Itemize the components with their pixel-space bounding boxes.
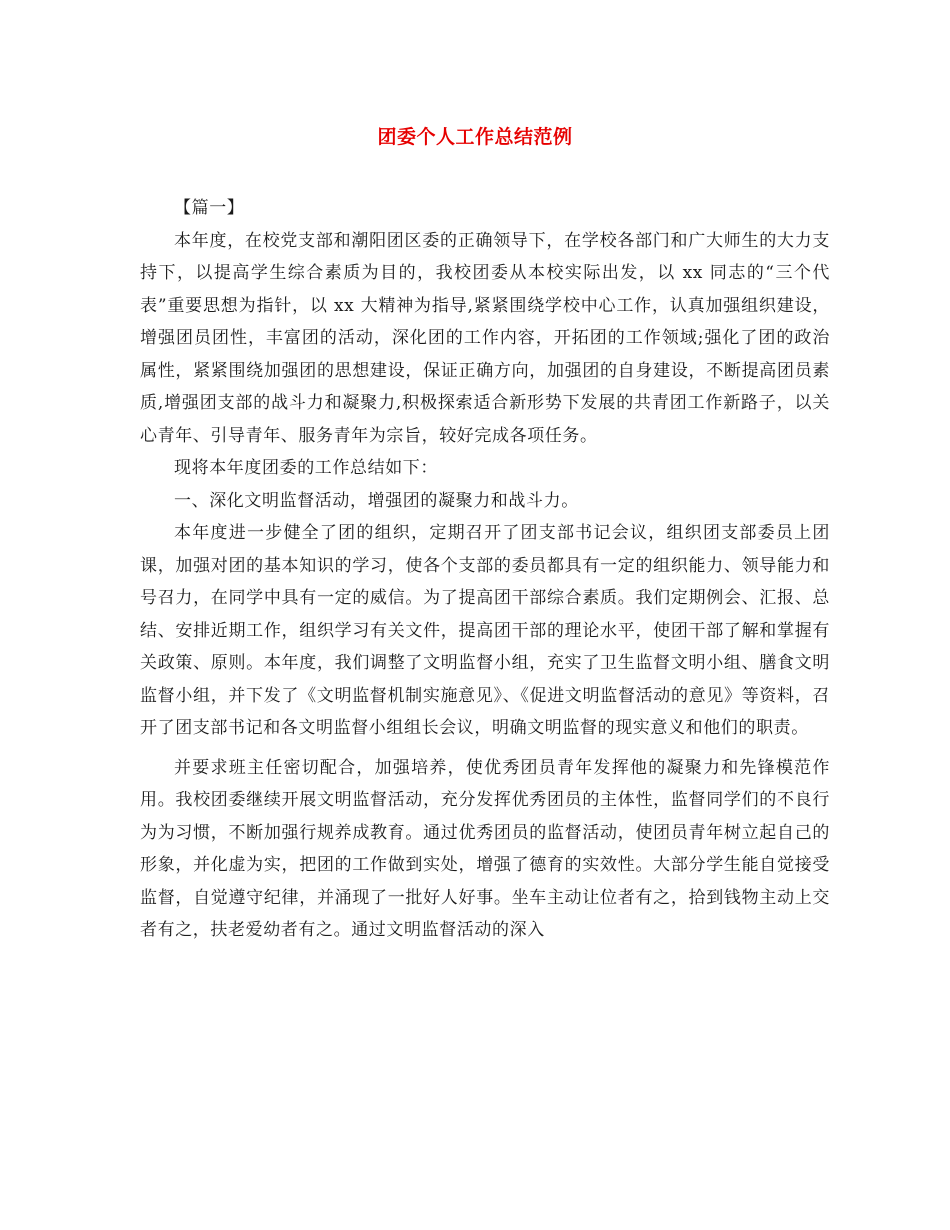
- paragraph: 本年度进一步健全了团的组织，定期召开了团支部书记会议，组织团支部委员上团课，加强对团的基本知识的学习，使各个支部的委员都具有一定的组织能力、领导能力和号召力，在同学中具有一定的威信。为了提高团干部综合素质。我们定期例会、汇报、总结、安排近期工作，组织学习有关文件，提高团干部的理论水平，使团干部了解和掌握有关政策、原则。本年度，我们调整了文明监督小组，充实了卫生监督文明小组、膳食文明监督小组，并下发了《文明监督机制实施意见》、《促进文明监督活动的意见》等资料，召开了团支部书记和各文明监督小组组长会议，明确文明监督的现实意义和他们的职责。: [140, 523, 830, 738]
- paragraph: 并要求班主任密切配合，加强培养，使优秀团员青年发挥他的凝聚力和先锋模范作用。我校团委继续开展文明监督活动，充分发挥优秀团员的主体性，监督同学们的不良行为为习惯，不断加强行规养成教育。通过优秀团员的监督活动，使团员青年树立起自己的形象，并化虚为实，把团的工作做到实处，增强了德育的实效性。大部分学生能自觉接受监督，自觉遵守纪律，并涌现了一批好人好事。坐车主动让位者有之，拾到钱物主动上交者有之，扶老爱幼者有之。通过文明监督活动的深入: [140, 757, 830, 940]
- document-body: [140, 192, 830, 947]
- paragraph: 现将本年度团委的工作总结如下：: [174, 458, 438, 478]
- section-label: 【篇一】: [174, 198, 245, 218]
- document-title: 团委个人工作总结范例: [377, 126, 573, 148]
- section-heading: 一、深化文明监督活动，增强团的凝聚力和战斗力。: [174, 490, 579, 511]
- paragraph: 本年度，在校党支部和潮阳团区委的正确领导下，在学校各部门和广大师生的大力支持下，以提高学生综合素质为目的，我校团委从本校实际出发，以 xx 同志的“三个代表”重要思想为指针，以 xx 大精神为指导,紧紧围绕学校中心工作，认真加强组织建设，增强团员团性，丰富团的活动，深化团的工作内容，开拓团的工作领域;强化了团的政治属性，紧紧围绕加强团的思想建设，保证正确方向，加强团的自身建设，不断提高团员素质,增强团支部的战斗力和凝聚力,积极探索适合新形势下发展的共青团工作新路子，以关心青年、引导青年、服务青年为宗旨，较好完成各项任务。: [140, 230, 830, 446]
